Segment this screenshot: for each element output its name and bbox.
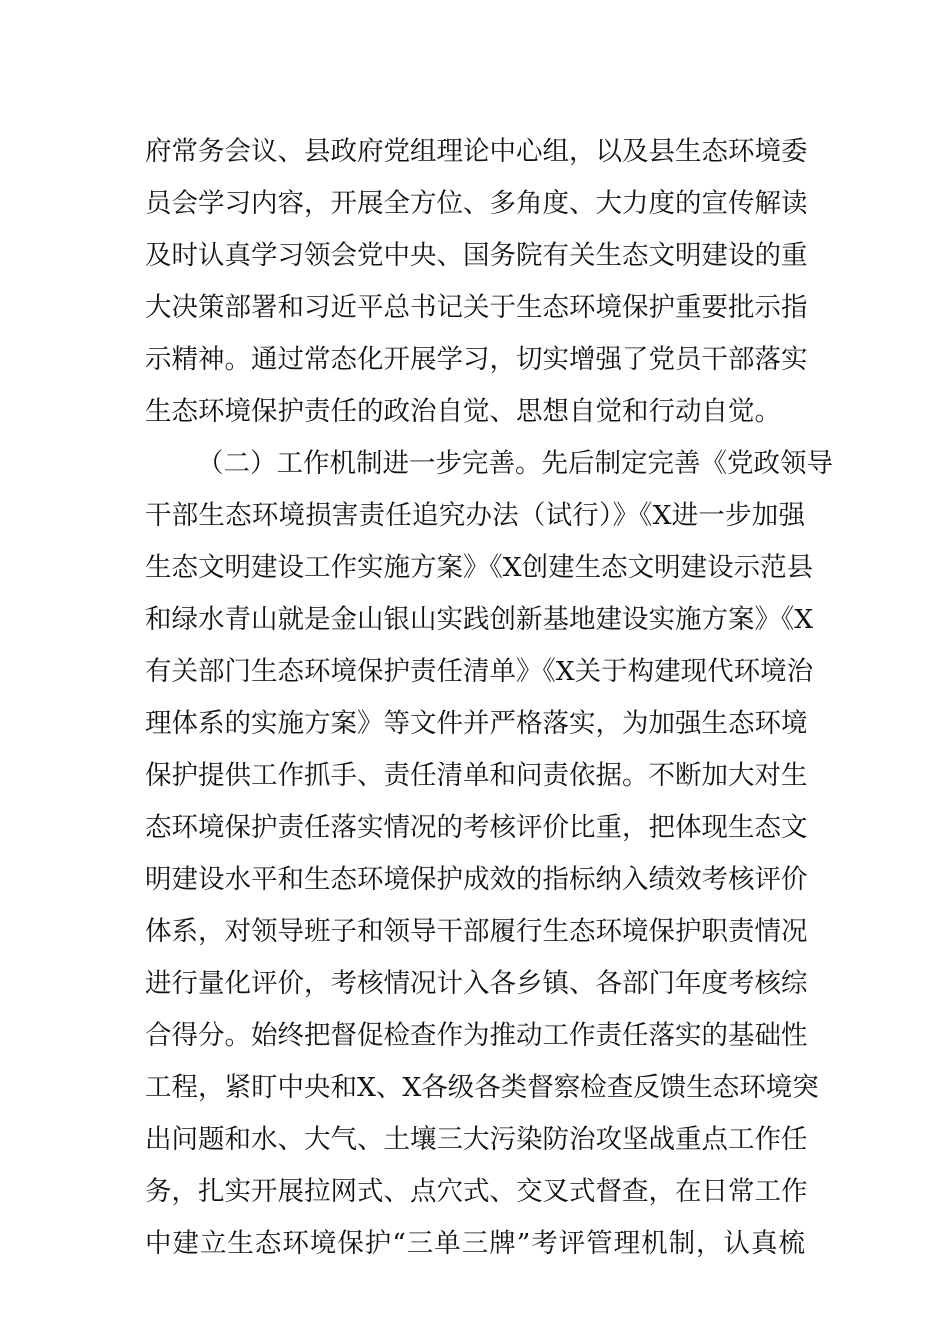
text-line: 进行量化评价，考核情况计入各乡镇、各部门年度考核综 bbox=[145, 968, 808, 999]
text-line: 员会学习内容，开展全方位、多角度、大力度的宣传解读 bbox=[145, 188, 808, 219]
text-line: 生态环境保护责任的政治自觉、思想自觉和行动自觉。 bbox=[145, 396, 781, 427]
text-line: 大决策部署和习近平总书记关于生态环境保护重要批示指 bbox=[145, 292, 808, 323]
paragraph-start-line: （二）工作机制进一步完善。先后制定完善《党政领导 bbox=[197, 448, 833, 479]
text-line: 生态文明建设工作实施方案》《X创建生态文明建设示范县 bbox=[145, 552, 814, 583]
text-line: 干部生态环境损害责任追究办法（试行）》《X进一步加强 bbox=[145, 500, 805, 531]
text-line: 保护提供工作抓手、责任清单和问责依据。不断加大对生 bbox=[145, 760, 808, 791]
text-line: 和绿水青山就是金山银山实践创新基地建设实施方案》《X bbox=[145, 604, 814, 635]
text-line: 出问题和水、大气、土壤三大污染防治攻坚战重点工作任 bbox=[145, 1124, 808, 1155]
text-line: 有关部门生态环境保护责任清单》《X关于构建现代环境治 bbox=[145, 656, 814, 687]
text-line: 合得分。始终把督促检查作为推动工作责任落实的基础性 bbox=[145, 1020, 808, 1051]
text-line: 工程，紧盯中央和X、X各级各类督察检查反馈生态环境突 bbox=[145, 1072, 819, 1103]
text-line: 示精神。通过常态化开展学习，切实增强了党员干部落实 bbox=[145, 344, 808, 375]
text-line: 体系，对领导班子和领导干部履行生态环境保护职责情况 bbox=[145, 916, 808, 947]
text-line: 府常务会议、县政府党组理论中心组，以及县生态环境委 bbox=[145, 136, 808, 167]
text-line: 中建立生态环境保护“三单三牌”考评管理机制，认真梳 bbox=[145, 1228, 805, 1259]
text-line: 明建设水平和生态环境保护成效的指标纳入绩效考核评价 bbox=[145, 864, 808, 895]
text-line: 务，扎实开展拉网式、点穴式、交叉式督查，在日常工作 bbox=[145, 1176, 808, 1207]
text-line: 态环境保护责任落实情况的考核评价比重，把体现生态文 bbox=[145, 812, 808, 843]
text-line: 及时认真学习领会党中央、国务院有关生态文明建设的重 bbox=[145, 240, 808, 271]
text-line: 理体系的实施方案》等文件并严格落实，为加强生态环境 bbox=[145, 708, 808, 739]
